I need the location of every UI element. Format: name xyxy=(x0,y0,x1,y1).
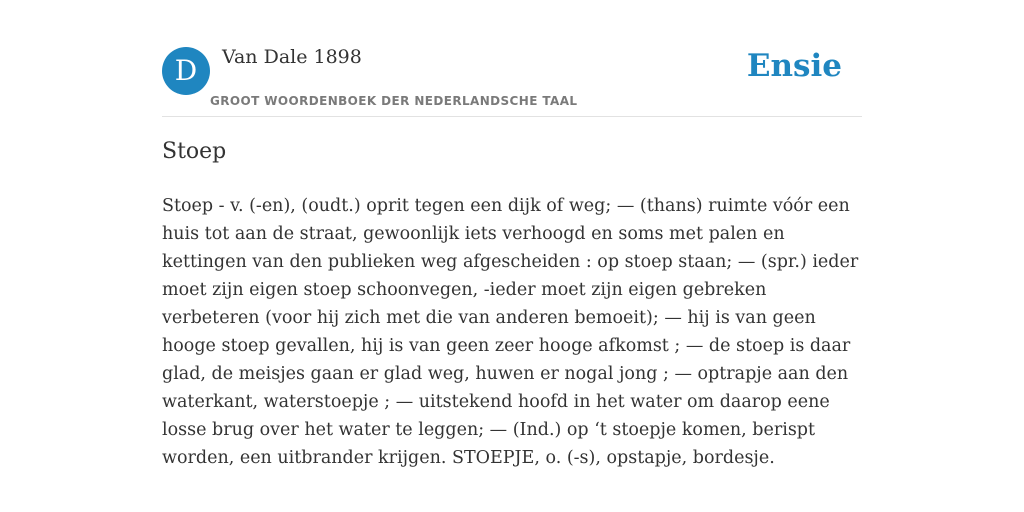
source-title[interactable]: Van Dale 1898 xyxy=(222,46,362,68)
ensie-logo[interactable]: Ensie xyxy=(746,48,842,84)
source-subtitle: GROOT WOORDENBOEK DER NEDERLANDSCHE TAAL xyxy=(210,94,578,108)
entry-definition: Stoep - v. (-en), (oudt.) oprit tegen een dijk of weg; — (thans) ruimte vóór een huis tot aan de straat, gewoonlijk iets verhoogd en soms met palen en kettingen van den publieken weg afgescheiden : op stoep staan; — (spr.) ieder moet zijn eigen stoep schoonvegen, -ieder moet zijn eigen gebreken verbeteren (voor hij zich met die van anderen bemoeit); — hij is van geen hooge stoep gevallen, hij is van geen zeer hooge afkomst ; — de stoep is daar glad, de meisjes gaan er glad weg, huwen er nogal jong ; — optrapje aan den waterkant, waterstoepje ; — uitstekend hoofd in het water om daarop eene losse brug over het water te leggen; — (Ind.) op ‘t stoepje komen, berispt worden, een uitbrander krijgen. STOEPJE, o. (-s), opstapje, bordesje. xyxy=(162,196,859,468)
source-avatar[interactable]: D xyxy=(162,47,210,95)
source-header xyxy=(162,44,862,117)
entry-headword: Stoep xyxy=(162,139,227,164)
